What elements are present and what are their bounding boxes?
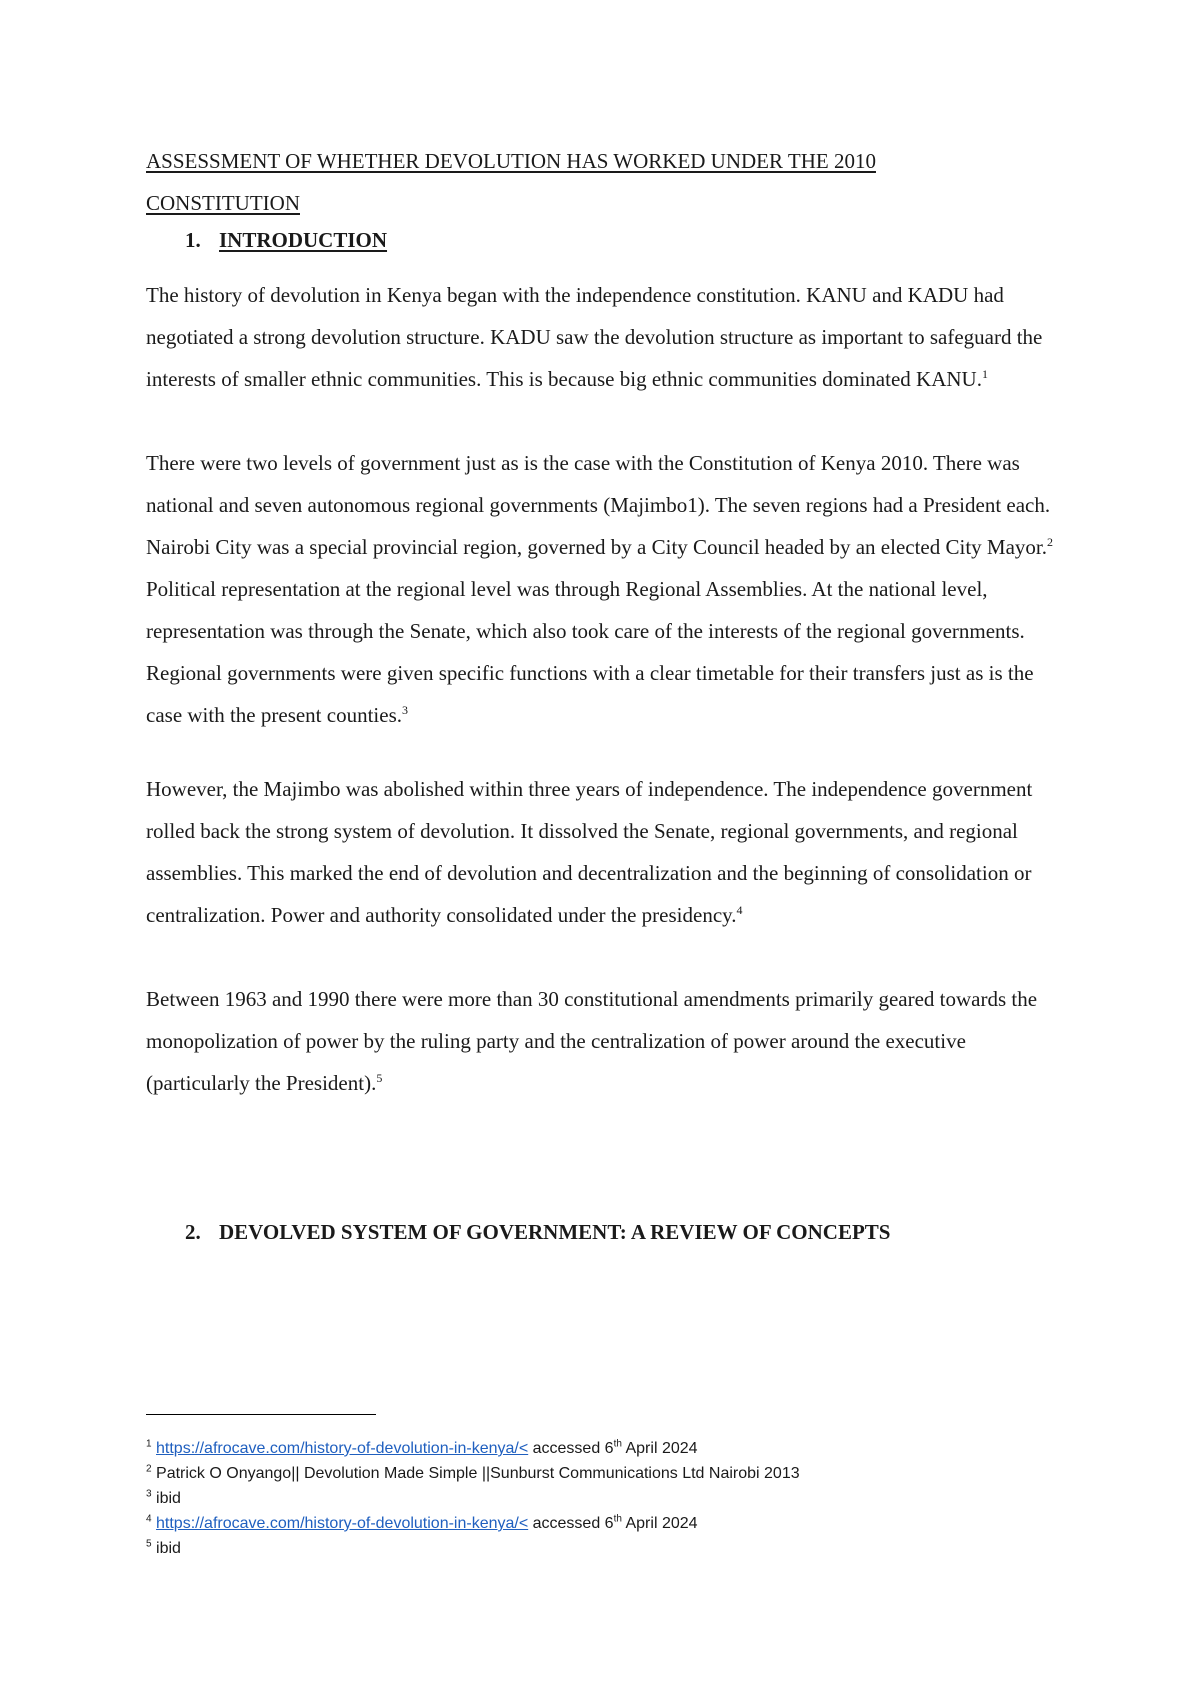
footnote-number: 4	[146, 1513, 152, 1525]
footnote-5	[146, 1536, 1046, 1561]
footnote-text: accessed 6	[528, 1440, 614, 1457]
footnotes	[146, 1436, 1046, 1561]
footnote-1	[146, 1436, 1046, 1461]
section-number: 1.	[185, 228, 201, 252]
document-title	[146, 140, 1046, 224]
footnote-ref[interactable]: 5	[376, 1071, 383, 1085]
footnote-link[interactable]: https://afrocave.com/history-of-devolution-in-kenya/<	[156, 1515, 529, 1532]
footnote-2	[146, 1461, 1046, 1486]
footnote-text: Patrick O Onyango|| Devolution Made Simple ||Sunburst Communications Ltd Nairobi 2013	[156, 1465, 800, 1482]
footnote-text: April 2024	[621, 1515, 698, 1532]
section-1-heading	[185, 225, 387, 255]
footnote-ref[interactable]: 4	[736, 903, 743, 917]
footnote-number: 3	[146, 1488, 152, 1500]
paragraph-text: Political representation at the regional level was through Regional Assemblies. At the national level, representation was through the Senate, which also took care of the interests of the regional governments. Regional governments were given specific functions with a clear timetable for their transfers just as is the case with the present counties.	[146, 577, 1034, 727]
paragraph-text: There were two levels of government just as is the case with the Constitution of Kenya 2010. There was national and seven autonomous regional governments (Majimbo1). The seven regions had a President each. Nairobi City was a special provincial region, governed by a City Council headed by an elected City Mayor.	[146, 451, 1051, 559]
paragraph-text: However, the Majimbo was abolished within three years of independence. The independence government rolled back the strong system of devolution. It dissolved the Senate, regional governments, and regional assemblies. This marked the end of devolution and decentralization and the beginning of consolidation or centralization. Power and authority consolidated under the presidency.	[146, 777, 1033, 927]
ordinal-suffix: th	[613, 1513, 622, 1525]
footnote-text: April 2024	[621, 1440, 698, 1457]
footnote-ref[interactable]: 1	[981, 367, 988, 381]
paragraph-2	[146, 442, 1066, 736]
ordinal-suffix: th	[613, 1438, 622, 1450]
footnote-text: accessed 6	[528, 1515, 614, 1532]
section-2-heading	[185, 1217, 891, 1247]
footnote-number: 5	[146, 1538, 152, 1550]
paragraph-3	[146, 768, 1066, 936]
title-line-2: CONSTITUTION	[146, 191, 300, 215]
paragraph-1	[146, 274, 1066, 400]
title-line-1: ASSESSMENT OF WHETHER DEVOLUTION HAS WORKED UNDER THE 2010	[146, 149, 876, 173]
footnote-number: 1	[146, 1438, 152, 1450]
footnote-number: 2	[146, 1463, 152, 1475]
paragraph-text: The history of devolution in Kenya began with the independence constitution. KANU and KADU had negotiated a strong devolution structure. KADU saw the devolution structure as important to safeguard the interests of smaller ethnic communities. This is because big ethnic communities dominated KANU.	[146, 283, 1043, 391]
paragraph-text: Between 1963 and 1990 there were more than 30 constitutional amendments primarily geared towards the monopolization of power by the ruling party and the centralization of power around the executive (particularly the President).	[146, 987, 1038, 1095]
footnote-4	[146, 1511, 1046, 1536]
footnote-separator	[146, 1414, 376, 1415]
footnote-text: ibid	[156, 1540, 181, 1557]
footnote-3	[146, 1486, 1046, 1511]
footnote-ref[interactable]: 2	[1047, 535, 1054, 549]
section-title: INTRODUCTION	[219, 228, 388, 252]
footnote-link[interactable]: https://afrocave.com/history-of-devolution-in-kenya/<	[156, 1440, 529, 1457]
footnote-ref[interactable]: 3	[402, 703, 408, 717]
footnote-text: ibid	[156, 1490, 181, 1507]
section-number: 2.	[185, 1220, 201, 1244]
section-title: DEVOLVED SYSTEM OF GOVERNMENT: A REVIEW OF CONCEPTS	[219, 1220, 891, 1244]
paragraph-4	[146, 978, 1066, 1104]
